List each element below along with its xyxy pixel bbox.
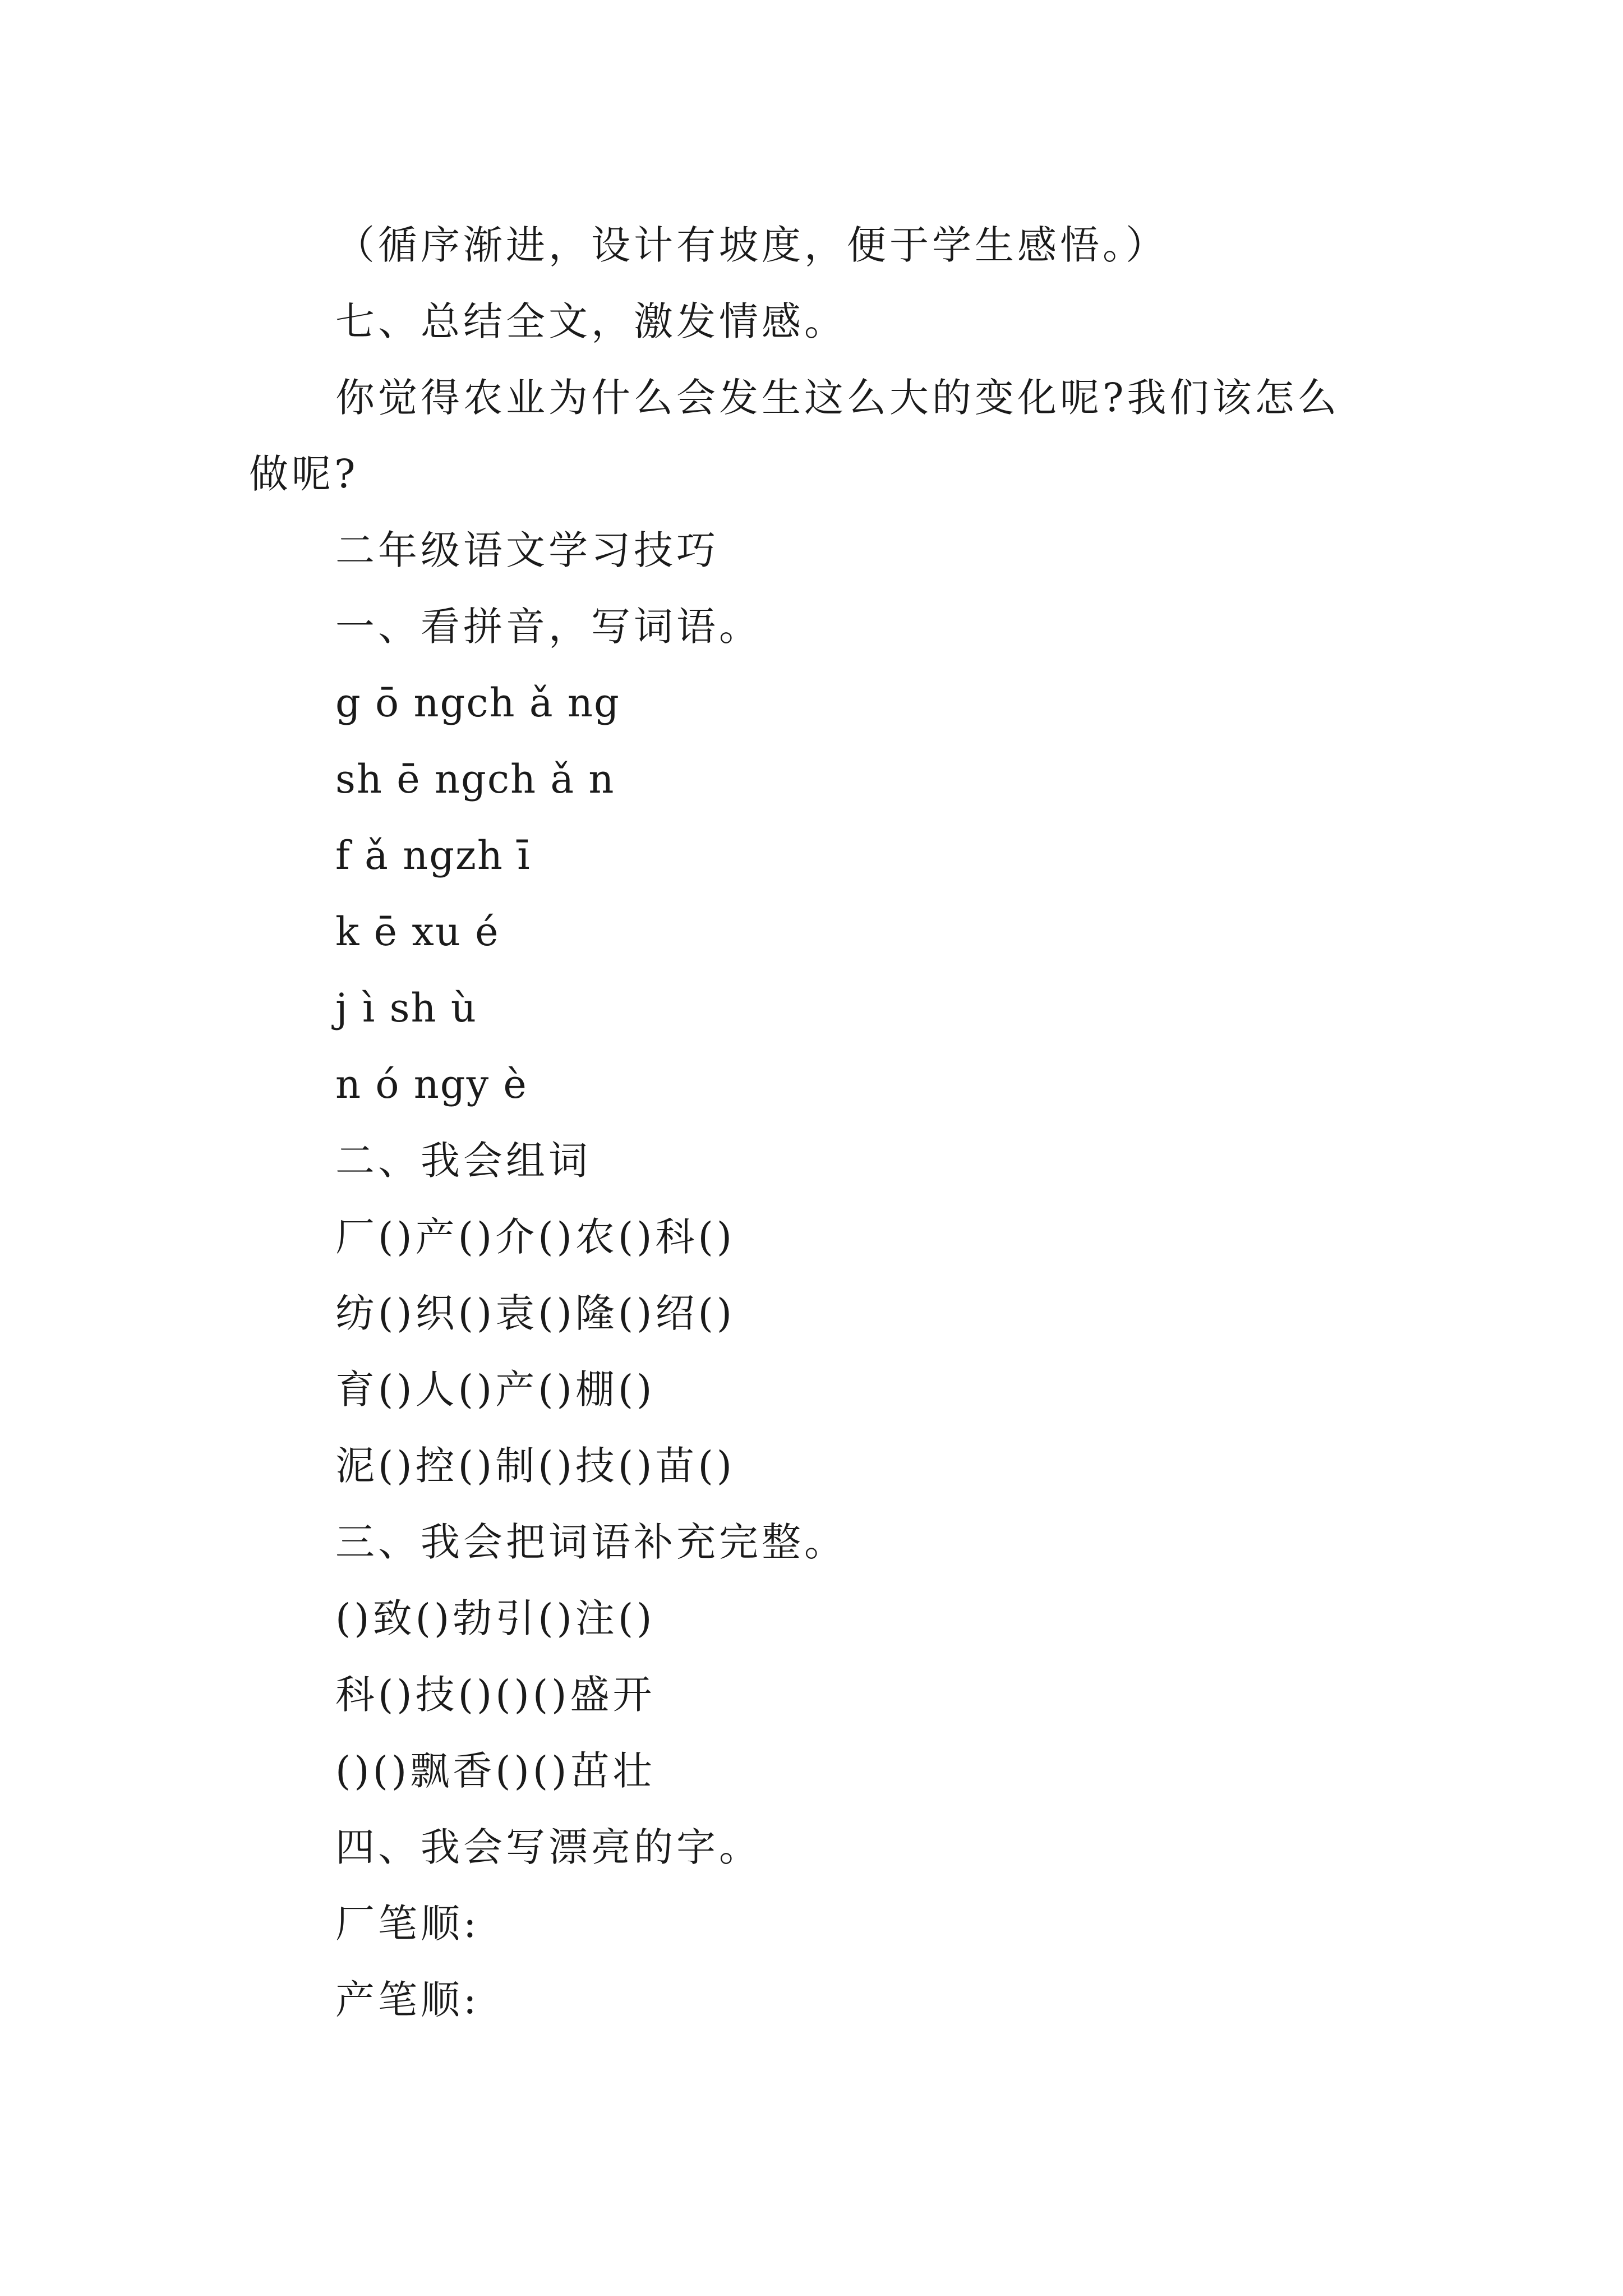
exercise-line: ()()飘香()()茁壮 [335,1748,656,1794]
exercise-line: 纺()织()袁()隆()绍() [335,1290,736,1336]
section-heading-2: 二、我会组词 [335,1138,591,1184]
section-heading-7: 七、总结全文，激发情感。 [335,298,847,344]
pinyin-item: g ō ngch ǎ ng [335,680,620,726]
pinyin-item: k ē xu é [335,909,500,955]
section-heading-1: 一、看拼音，写词语。 [335,604,762,650]
text-line-question: 你觉得农业为什么会发生这么大的变化呢?我们该怎么 [335,375,1340,421]
section-heading-4: 四、我会写漂亮的字。 [335,1824,762,1870]
exercise-line: 泥()控()制()技()苗() [335,1443,736,1489]
pinyin-item: j ì sh ù [335,985,477,1031]
pinyin-item: n ó ngy è [335,1061,528,1107]
stroke-order-line: 厂笔顺: [335,1901,480,1947]
pinyin-item: sh ē ngch ǎ n [335,756,615,802]
exercise-line: ()致()勃引()注() [335,1595,656,1641]
text-line-question-cont: 做呢? [249,451,359,497]
exercise-line: 科()技()()()盛开 [335,1672,656,1718]
exercise-line: 育()人()产()棚() [335,1366,656,1412]
document-title: 二年级语文学习技巧 [335,527,719,573]
section-heading-3: 三、我会把词语补充完整。 [335,1519,847,1565]
text-line-note: （循序渐进，设计有坡度，便于学生感悟。） [335,222,1168,268]
exercise-line: 厂()产()介()农()科() [335,1214,736,1260]
pinyin-item: f ǎ ngzh ī [335,832,531,878]
stroke-order-line: 产笔顺: [335,1977,480,2023]
